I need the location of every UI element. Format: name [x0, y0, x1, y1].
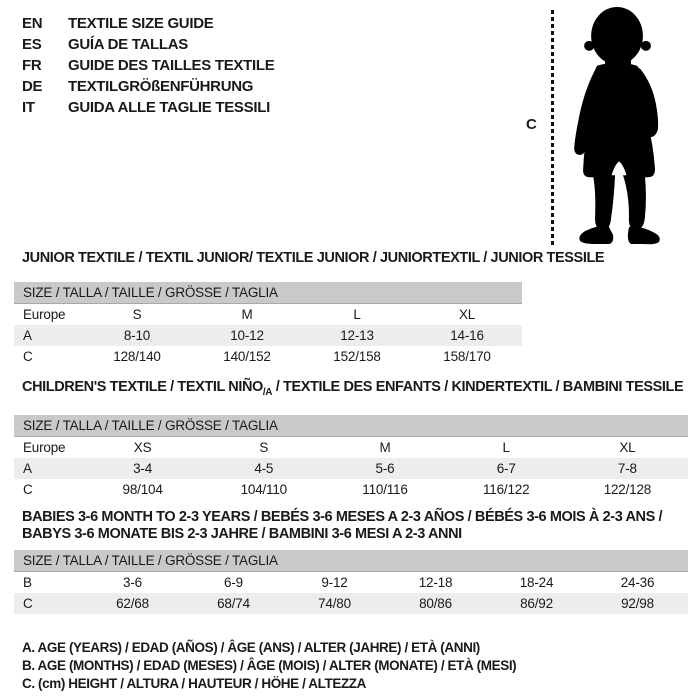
table-row-c: [14, 479, 688, 500]
value-cell: 6-9: [224, 574, 243, 590]
value-cell: 3-6: [123, 574, 142, 590]
footnotes: [22, 639, 700, 693]
value-cell: 12-13: [340, 328, 374, 343]
language-title-list: [22, 13, 274, 118]
section-babies-title-line1: BABIES 3-6 MONTH TO 2-3 YEARS / BEBÉS 3-6 MESES A 2-3 AÑOS / BÉBÉS 3-6 MOIS À 2-3 ANS /: [22, 508, 663, 525]
children-size-table: [14, 415, 688, 500]
babies-size-table: [14, 550, 688, 614]
row-label: C: [23, 349, 33, 364]
value-cell: 98/104: [122, 481, 163, 497]
baby-silhouette: [560, 4, 692, 246]
height-measure-line: [551, 10, 554, 246]
size-cell: XS: [133, 439, 152, 455]
junior-size-table: [14, 282, 522, 367]
value-cell: 9-12: [321, 574, 348, 590]
size-cell: M: [241, 307, 253, 322]
table-row-c: [14, 346, 522, 367]
value-cell: 86/92: [520, 595, 553, 611]
size-guide-content: [0, 248, 700, 693]
value-cell: 80/86: [419, 595, 452, 611]
row-label: C: [23, 595, 33, 611]
value-cell: 24-36: [620, 574, 655, 590]
value-cell: 110/116: [362, 481, 408, 497]
value-cell: 158/170: [443, 349, 491, 364]
value-cell: 6-7: [496, 460, 516, 476]
value-cell: 68/74: [217, 595, 250, 611]
lang-row-de: [22, 76, 274, 97]
height-measure-label: C: [526, 116, 537, 133]
value-cell: 104/110: [240, 481, 287, 497]
row-label: A: [23, 328, 32, 343]
value-cell: 14-16: [450, 328, 484, 343]
lang-code: ES: [22, 36, 42, 53]
table-row-a: [14, 458, 688, 479]
size-cell: S: [259, 439, 269, 455]
lang-code: DE: [22, 78, 43, 95]
size-header-bar: SIZE / TALLA / TAILLE / GRÖSSE / TAGLIA: [14, 282, 522, 304]
section-babies-title-line2: BABYS 3-6 MONATE BIS 2-3 JAHRE / BAMBINI 3-6 MESI A 2-3 ANNI: [22, 525, 462, 542]
row-label: A: [23, 460, 32, 476]
value-cell: 92/98: [621, 595, 654, 611]
size-cell: XL: [619, 439, 636, 455]
size-cell: L: [353, 307, 361, 322]
value-cell: 7-8: [617, 460, 637, 476]
section-junior-title: JUNIOR TEXTILE / TEXTIL JUNIOR/ TEXTILE JUNIOR / JUNIORTEXTIL / JUNIOR TESSILE: [22, 250, 605, 266]
footnote-a: A. AGE (YEARS) / EDAD (AÑOS) / ÂGE (ANS) / ALTER (JAHRE) / ETÀ (ANNI): [22, 639, 480, 655]
table-row-europe: [14, 437, 688, 458]
table-row-c: [14, 593, 688, 614]
lang-row-it: [22, 97, 274, 118]
children-title-prefix: CHILDREN'S TEXTILE / TEXTIL NIÑO: [22, 379, 263, 395]
children-title-suffix: / TEXTILE DES ENFANTS / KINDERTEXTIL / BAMBINI TESSILE: [272, 379, 684, 395]
lang-row-fr: [22, 55, 274, 76]
lang-code: IT: [22, 99, 35, 116]
value-cell: 3-4: [133, 460, 153, 476]
region-label: Europe: [23, 307, 66, 322]
size-cell: M: [379, 439, 391, 455]
lang-title: GUIDA ALLE TAGLIE TESSILI: [68, 99, 270, 116]
lang-row-en: [22, 13, 274, 34]
lang-code: FR: [22, 57, 42, 74]
lang-title: TEXTILE SIZE GUIDE: [68, 15, 214, 32]
lang-title: GUÍA DE TALLAS: [68, 36, 188, 53]
lang-title: TEXTILGRÖßENFÜHRUNG: [68, 78, 254, 95]
value-cell: 140/152: [223, 349, 271, 364]
value-cell: 4-5: [254, 460, 274, 476]
region-label: Europe: [23, 439, 66, 455]
value-cell: 8-10: [123, 328, 151, 343]
value-cell: 5-6: [375, 460, 395, 476]
size-cell: XL: [458, 307, 476, 322]
lang-code: EN: [22, 15, 43, 32]
value-cell: 10-12: [230, 328, 264, 343]
value-cell: 12-18: [418, 574, 453, 590]
row-label: B: [23, 574, 32, 590]
section-children-title: [22, 379, 700, 401]
value-cell: 62/68: [116, 595, 149, 611]
size-cell: L: [502, 439, 510, 455]
value-cell: 122/128: [603, 481, 652, 497]
children-title-sub: /A: [262, 386, 273, 398]
value-cell: 152/158: [333, 349, 381, 364]
value-cell: 74/80: [318, 595, 351, 611]
value-cell: 18-24: [519, 574, 554, 590]
lang-title: GUIDE DES TAILLES TEXTILE: [68, 57, 275, 74]
value-cell: 116/122: [482, 481, 530, 497]
footnote-b: B. AGE (MONTHS) / EDAD (MESES) / ÂGE (MOIS) / ALTER (MONATE) / ETÀ (MESI): [22, 657, 517, 673]
table-row-b: [14, 572, 688, 593]
lang-row-es: [22, 34, 274, 55]
table-row-a: [14, 325, 522, 346]
row-label: C: [23, 481, 33, 497]
size-header-bar: SIZE / TALLA / TAILLE / GRÖSSE / TAGLIA: [14, 550, 688, 572]
size-header-bar: SIZE / TALLA / TAILLE / GRÖSSE / TAGLIA: [14, 415, 688, 437]
footnote-c: C. (cm) HEIGHT / ALTURA / HAUTEUR / HÖHE / ALTEZZA: [22, 675, 366, 691]
value-cell: 128/140: [113, 349, 161, 364]
table-row-europe: [14, 304, 522, 325]
size-cell: S: [132, 307, 142, 322]
